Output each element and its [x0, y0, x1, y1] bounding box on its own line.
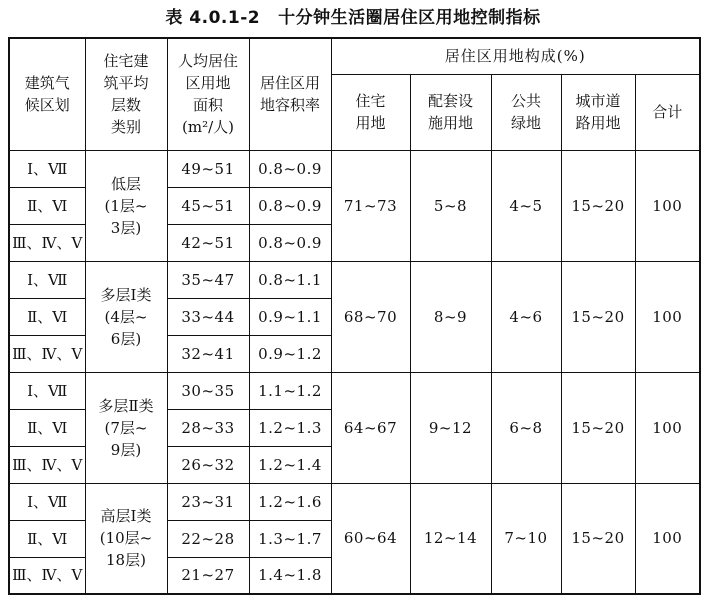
floor-area-ratio-cell: 1.1~1.2 [249, 372, 331, 409]
header-climate-zone: 建筑气 候区划 [9, 38, 85, 150]
facility-land-cell: 5~8 [410, 150, 491, 261]
total-cell: 100 [635, 372, 700, 483]
road-land-cell: 15~20 [561, 261, 635, 372]
climate-zone-cell: Ⅲ、Ⅳ、Ⅴ [9, 557, 85, 594]
land-per-capita-cell: 42~51 [167, 224, 249, 261]
floor-area-ratio-cell: 1.2~1.3 [249, 409, 331, 446]
housing-type-cell: 低层 (1层~ 3层) [85, 150, 167, 261]
climate-zone-cell: Ⅲ、Ⅳ、Ⅴ [9, 446, 85, 483]
residential-land-cell: 71~73 [331, 150, 410, 261]
facility-land-cell: 12~14 [410, 483, 491, 594]
header-facility-land: 配套设 施用地 [410, 74, 491, 150]
table-row [9, 261, 700, 298]
table-row [9, 483, 700, 520]
floor-area-ratio-cell: 0.8~0.9 [249, 150, 331, 187]
header-land-composition: 居住区用地构成(%) [331, 38, 700, 74]
floor-area-ratio-cell: 0.9~1.1 [249, 298, 331, 335]
road-land-cell: 15~20 [561, 150, 635, 261]
climate-zone-cell: Ⅱ、Ⅵ [9, 187, 85, 224]
residential-land-cell: 64~67 [331, 372, 410, 483]
climate-zone-cell: Ⅲ、Ⅳ、Ⅴ [9, 224, 85, 261]
floor-area-ratio-cell: 0.9~1.2 [249, 335, 331, 372]
land-per-capita-cell: 49~51 [167, 150, 249, 187]
climate-zone-cell: Ⅱ、Ⅵ [9, 298, 85, 335]
land-per-capita-cell: 26~32 [167, 446, 249, 483]
land-per-capita-cell: 45~51 [167, 187, 249, 224]
green-space-cell: 4~6 [491, 261, 561, 372]
climate-zone-cell: Ⅰ、Ⅶ [9, 372, 85, 409]
land-per-capita-cell: 32~41 [167, 335, 249, 372]
land-per-capita-cell: 30~35 [167, 372, 249, 409]
table-row [9, 372, 700, 409]
land-control-table [8, 37, 701, 595]
table-body [9, 38, 700, 594]
climate-zone-cell: Ⅱ、Ⅵ [9, 520, 85, 557]
housing-type-cell: 多层Ⅱ类 (7层~ 9层) [85, 372, 167, 483]
header-land-per-capita: 人均居住 区用地 面积 (m²/人) [167, 38, 249, 150]
floor-area-ratio-cell: 0.8~0.9 [249, 187, 331, 224]
floor-area-ratio-cell: 1.2~1.4 [249, 446, 331, 483]
climate-zone-cell: Ⅱ、Ⅵ [9, 409, 85, 446]
residential-land-cell: 68~70 [331, 261, 410, 372]
floor-area-ratio-cell: 0.8~1.1 [249, 261, 331, 298]
climate-zone-cell: Ⅰ、Ⅶ [9, 483, 85, 520]
climate-zone-cell: Ⅰ、Ⅶ [9, 150, 85, 187]
header-floor-area-ratio: 居住区用 地容积率 [249, 38, 331, 150]
header-total: 合计 [635, 74, 700, 150]
table-number: 表 4.0.1-2 [165, 8, 261, 28]
total-cell: 100 [635, 261, 700, 372]
floor-area-ratio-cell: 1.3~1.7 [249, 520, 331, 557]
facility-land-cell: 8~9 [410, 261, 491, 372]
total-cell: 100 [635, 483, 700, 594]
floor-area-ratio-cell: 1.4~1.8 [249, 557, 331, 594]
land-per-capita-cell: 28~33 [167, 409, 249, 446]
header-row-1 [9, 38, 700, 74]
housing-type-cell: 多层Ⅰ类 (4层~ 6层) [85, 261, 167, 372]
housing-type-cell: 高层Ⅰ类 (10层~ 18层) [85, 483, 167, 594]
land-per-capita-cell: 21~27 [167, 557, 249, 594]
land-per-capita-cell: 33~44 [167, 298, 249, 335]
climate-zone-cell: Ⅰ、Ⅶ [9, 261, 85, 298]
table-title [0, 4, 706, 32]
climate-zone-cell: Ⅲ、Ⅳ、Ⅴ [9, 335, 85, 372]
residential-land-cell: 60~64 [331, 483, 410, 594]
facility-land-cell: 9~12 [410, 372, 491, 483]
table-row [9, 150, 700, 187]
header-residential-land: 住宅 用地 [331, 74, 410, 150]
green-space-cell: 7~10 [491, 483, 561, 594]
green-space-cell: 4~5 [491, 150, 561, 261]
road-land-cell: 15~20 [561, 483, 635, 594]
road-land-cell: 15~20 [561, 372, 635, 483]
land-per-capita-cell: 22~28 [167, 520, 249, 557]
land-per-capita-cell: 35~47 [167, 261, 249, 298]
header-housing-type: 住宅建 筑平均 层数 类别 [85, 38, 167, 150]
floor-area-ratio-cell: 1.2~1.6 [249, 483, 331, 520]
land-per-capita-cell: 23~31 [167, 483, 249, 520]
green-space-cell: 6~8 [491, 372, 561, 483]
table-caption: 十分钟生活圈居住区用地控制指标 [278, 8, 541, 28]
total-cell: 100 [635, 150, 700, 261]
floor-area-ratio-cell: 0.8~0.9 [249, 224, 331, 261]
header-road-land: 城市道 路用地 [561, 74, 635, 150]
header-green-space: 公共 绿地 [491, 74, 561, 150]
